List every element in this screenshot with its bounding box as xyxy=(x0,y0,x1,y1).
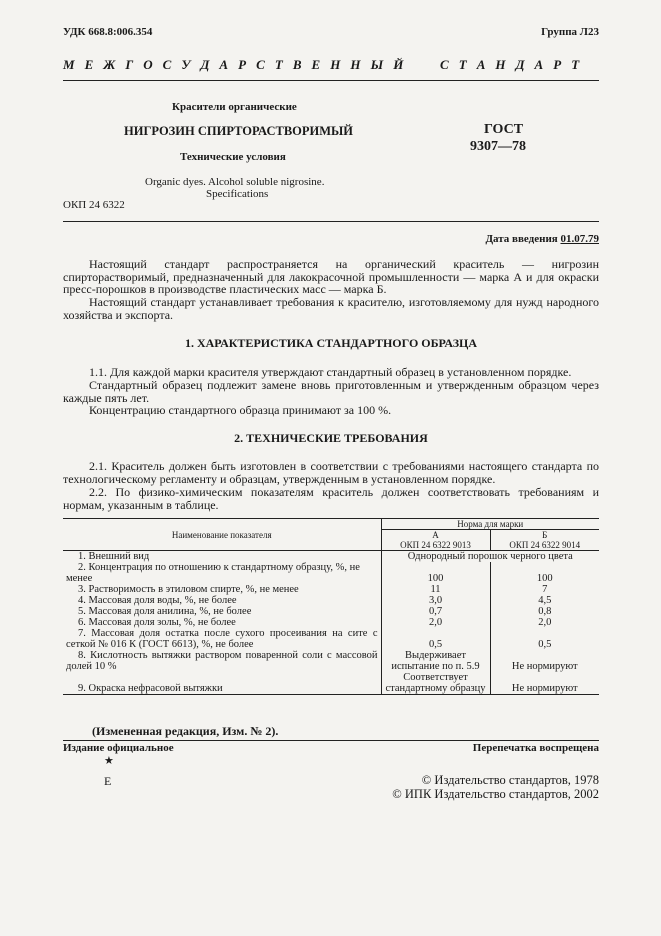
norm-value-b: Не нормируют xyxy=(511,661,578,672)
copyright-1978: © Издательство стандартов, 1978 xyxy=(421,773,599,787)
intro-date-value: 01.07.79 xyxy=(560,233,599,245)
norm-value-a: 0,5 xyxy=(381,628,490,650)
table-row xyxy=(63,551,599,563)
footer-rule xyxy=(63,740,599,741)
indicator-name: 9. Окраска нефрасовой вытяжки xyxy=(63,672,381,695)
table-row xyxy=(63,617,599,628)
spec-subtitle: Технические условия xyxy=(180,151,286,163)
intro-date-label: Дата введения xyxy=(485,233,558,245)
intro-paragraph-1: Настоящий стандарт распространяется на органический краситель — нигрозин спирторастворимый, предназначенный для лакокрасочной промышленности — марка А и для окраски пресс-порошков в производстве пластических масс — марка Б. xyxy=(63,257,599,296)
udc-code: УДК 668.8:006.354 xyxy=(63,26,153,38)
gost-label: ГОСТ xyxy=(484,122,524,137)
okp-code: ОКП 24 6322 xyxy=(63,199,125,211)
section-1-paragraph-2: Стандартный образец подлежит замене вновь приготовленным и утвержденным образцом через каждые пять лет. xyxy=(63,378,599,405)
section-2-paragraph-2: 2.2. По физико-химическим показателям краситель должен соответствовать требованиям и нормам, указанным в таблице. xyxy=(63,485,599,512)
english-title-line1: Organic dyes. Alcohol soluble nigrosine. xyxy=(145,176,325,188)
col-header-mark-a xyxy=(381,530,490,551)
table-row xyxy=(63,628,599,650)
table-row xyxy=(63,606,599,617)
product-name: НИГРОЗИН СПИРТОРАСТВОРИМЫЙ xyxy=(124,124,354,138)
norm-value-b: 0,8 xyxy=(538,606,552,617)
norm-value-a: 2,0 xyxy=(381,617,490,628)
indicator-name: 7. Массовая доля остатка после сухого просеивания на сите с сеткой № 016 К (ГОСТ 6613), %, не более xyxy=(63,628,381,650)
indicator-name: 6. Массовая доля золы, %, не более xyxy=(63,617,381,628)
interstate-standard-banner xyxy=(63,57,603,73)
norm-value-common: Однородный порошок черного цвета xyxy=(407,551,573,562)
mark-b-okp: ОКП 24 6322 9014 xyxy=(509,540,581,550)
mark-a-okp: ОКП 24 6322 9013 xyxy=(400,540,471,550)
table-row xyxy=(63,672,599,695)
norm-value-a: Соответствует стандартному образцу xyxy=(381,672,490,695)
banner-letters: М Е Ж Г О С У Д А Р С Т В Е Н Н Ы Й С Т А Н Д А Р Т xyxy=(63,57,583,72)
table-row xyxy=(63,584,599,595)
amendment-note: (Измененная редакция, Изм. № 2). xyxy=(92,724,279,738)
norm-value-a: Выдерживает испытание по п. 5.9 xyxy=(381,650,490,672)
mark-b-label: Б xyxy=(542,530,548,540)
indicator-name: 1. Внешний вид xyxy=(63,551,381,563)
header-rule xyxy=(63,80,599,81)
section-1-heading: 1. ХАРАКТЕРИСТИКА СТАНДАРТНОГО ОБРАЗЦА xyxy=(184,336,478,350)
group-code: Группа Л23 xyxy=(541,26,599,38)
norm-value-a: 3,0 xyxy=(381,595,490,606)
intro-date xyxy=(485,233,599,245)
requirements-table xyxy=(63,518,599,695)
edition-letter: Е xyxy=(104,774,112,788)
norm-value-b: 4,5 xyxy=(538,595,552,606)
section-1-paragraph-1: 1.1. Для каждой марки красителя утверждают стандартный образец в установленном порядке. xyxy=(89,365,572,379)
section-1-paragraph-3: Концентрацию стандартного образца принимают за 100 %. xyxy=(89,403,392,417)
copyright-2002: © ИПК Издательство стандартов, 2002 xyxy=(392,787,599,801)
norm-value-b: Не нормируют xyxy=(490,672,599,695)
table-row xyxy=(63,650,599,672)
norm-value-b: 0,5 xyxy=(538,639,552,650)
indicator-name: 8. Кислотность вытяжки раствором поваренной соли с массовой долей 10 % xyxy=(63,650,381,672)
mark-a-label: А xyxy=(432,530,439,540)
intro-paragraph-2: Настоящий стандарт устанавливает требования к красителю, изготовляемому для нужд народного хозяйства и экспорта. xyxy=(63,295,599,322)
table-row xyxy=(63,595,599,606)
norm-value-b: 7 xyxy=(542,584,548,595)
title-rule xyxy=(63,221,599,222)
col-header-norm: Норма для марки xyxy=(381,519,599,530)
indicator-name: 3. Растворимость в этиловом спирте, %, не менее xyxy=(63,584,381,595)
gost-number: 9307—78 xyxy=(470,139,526,154)
dye-category: Красители органические xyxy=(172,101,297,113)
table-row xyxy=(63,562,599,584)
indicator-name: 5. Массовая доля анилина, %, не более xyxy=(63,606,381,617)
section-2-heading: 2. ТЕХНИЧЕСКИЕ ТРЕБОВАНИЯ xyxy=(234,431,428,445)
reprint-prohibited: Перепечатка воспрещена xyxy=(472,742,599,754)
norm-value-a: 100 xyxy=(381,562,490,584)
indicator-name: 2. Концентрация по отношению к стандартному образцу, %, не менее xyxy=(63,562,381,584)
norm-value-a: 0,7 xyxy=(381,606,490,617)
norm-value-b: 2,0 xyxy=(538,617,552,628)
col-header-mark-b xyxy=(490,530,599,551)
norm-value-b: 100 xyxy=(536,573,553,584)
star-icon: ★ xyxy=(104,755,114,767)
section-2-paragraph-1: 2.1. Краситель должен быть изготовлен в соответствии с требованиями настоящего стандарта по технологическому регламенту и образцам, утвержденным в установленном порядке. xyxy=(63,459,599,486)
col-header-indicator: Наименование показателя xyxy=(63,519,381,551)
indicator-name: 4. Массовая доля воды, %, не более xyxy=(63,595,381,606)
norm-value-a: 11 xyxy=(381,584,490,595)
official-edition: Издание официальное xyxy=(63,742,174,754)
english-title-line2: Specifications xyxy=(206,188,269,200)
